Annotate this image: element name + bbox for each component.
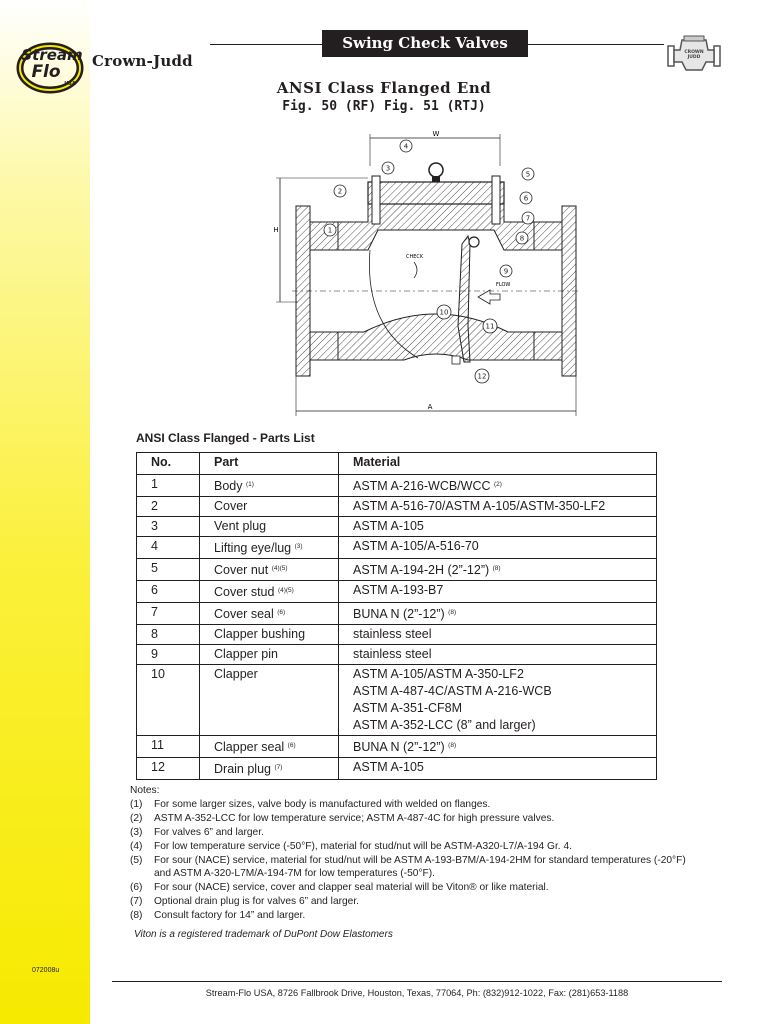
flow-label: FLOW [496, 282, 511, 288]
note-item [130, 840, 730, 854]
material-text: ASTM A-105 [353, 519, 424, 533]
cell-material [339, 758, 657, 780]
cell-no: 3 [137, 517, 200, 537]
cell-no: 9 [137, 645, 200, 665]
cell-material [339, 645, 657, 665]
cell-part [200, 497, 339, 517]
note-item [130, 798, 730, 812]
cell-part [200, 645, 339, 665]
material-footnote-ref: (8) [448, 609, 457, 616]
callout-3: 3 [385, 164, 391, 173]
material-footnote-ref: (8) [448, 742, 457, 749]
material-text: ASTM A-487-4C/ASTM A-216-WCB [353, 684, 552, 698]
material-line [353, 717, 656, 734]
cell-material [339, 581, 657, 603]
callout-4: 4 [403, 142, 409, 151]
cell-material [339, 559, 657, 581]
cell-part [200, 736, 339, 758]
cell-material [339, 475, 657, 497]
material-footnote-ref: (8) [492, 565, 501, 572]
check-label: CHECK [406, 254, 424, 260]
part-footnote-ref: (4)(5) [277, 587, 294, 594]
part-name: Vent plug [214, 519, 267, 533]
material-line [353, 646, 656, 663]
note-item [130, 854, 730, 868]
note-number: (4) [130, 840, 143, 852]
page-title: Swing Check Valves [322, 30, 528, 57]
cell-part [200, 758, 339, 780]
part-footnote-ref: (6) [287, 742, 296, 749]
table-row [137, 758, 657, 780]
table-row [137, 665, 657, 736]
cell-material [339, 497, 657, 517]
part-footnote-ref: (6) [277, 609, 286, 616]
cell-no: 7 [137, 603, 200, 625]
part-name: Cover stud [214, 585, 275, 599]
material-text: BUNA N (2”-12”) [353, 740, 445, 754]
cell-no: 2 [137, 497, 200, 517]
note-number: (1) [130, 798, 143, 810]
table-row [137, 625, 657, 645]
note-item [130, 812, 730, 826]
notes-title: Notes: [130, 785, 160, 796]
note-item [130, 909, 730, 923]
part-name: Drain plug [214, 762, 271, 776]
cell-material [339, 665, 657, 736]
notes-list [130, 798, 730, 923]
note-number: (7) [130, 896, 143, 908]
notes-section [130, 784, 730, 923]
cell-material [339, 517, 657, 537]
part-footnote-ref: (1) [245, 481, 254, 488]
material-line [353, 538, 656, 555]
material-line [353, 737, 656, 756]
cell-part [200, 537, 339, 559]
valve-icon [666, 32, 722, 76]
part-name: Clapper seal [214, 740, 285, 754]
material-line [353, 759, 656, 776]
part-name: Body [214, 479, 243, 493]
logo-usa: USA [64, 81, 76, 87]
cell-no: 8 [137, 625, 200, 645]
note-item [130, 881, 730, 895]
dim-h-label: H [273, 226, 279, 234]
material-text: ASTM A-194-2H (2”-12”) [353, 563, 490, 577]
parts-list-title: ANSI Class Flanged - Parts List [136, 431, 315, 445]
cell-part [200, 517, 339, 537]
material-text: ASTM A-105/A-516-70 [353, 539, 479, 553]
footer-rule [112, 981, 722, 982]
callout-10: 10 [439, 308, 449, 317]
note-text: ASTM A-352-LCC for low temperature service; ASTM A-487-4C for high pressure valves. [154, 812, 555, 824]
parts-table [136, 452, 657, 780]
material-text: ASTM A-105/ASTM A-350-LF2 [353, 667, 524, 681]
note-text: and ASTM A-320-L7M/A-194-7M for low temperatures (-50°F). [154, 868, 435, 880]
part-name: Clapper bushing [214, 627, 306, 641]
note-number: (6) [130, 882, 143, 894]
valve-icon-text-2: JUDD [687, 55, 701, 60]
material-line [353, 683, 656, 700]
part-name: Cover [214, 499, 248, 513]
material-line [353, 518, 656, 535]
document-number: 072008u [32, 967, 60, 974]
material-line [353, 498, 656, 515]
material-text: ASTM A-352-LCC (8” and larger) [353, 718, 536, 732]
note-number: (2) [130, 812, 143, 824]
section-heading: ANSI Class Flanged End [276, 79, 492, 97]
table-row [137, 497, 657, 517]
cell-material [339, 736, 657, 758]
logo-line1: Stream [21, 46, 83, 64]
note-number: (5) [130, 854, 143, 866]
dim-w-label: W [432, 130, 440, 138]
table-row [137, 559, 657, 581]
material-line [353, 476, 656, 495]
part-name: Cover seal [214, 607, 274, 621]
note-text: Optional drain plug is for valves 6” and larger. [154, 896, 359, 908]
dim-a-label: A [427, 403, 433, 411]
note-text: For some larger sizes, valve body is manufactured with welded on flanges. [154, 798, 491, 810]
material-text: ASTM A-193-B7 [353, 583, 444, 597]
cell-part [200, 625, 339, 645]
material-line [353, 666, 656, 683]
material-line [353, 700, 656, 717]
table-row [137, 736, 657, 758]
cell-part [200, 475, 339, 497]
note-text: For low temperature service (-50°F), material for stud/nut will be ASTM-A320-L7/A-194 Gr. 4. [154, 840, 572, 852]
material-text: ASTM A-351-CF8M [353, 701, 463, 715]
callout-5: 5 [525, 170, 531, 179]
callout-7: 7 [525, 214, 531, 223]
note-text: For sour (NACE) service, cover and clapper seal material will be Viton® or like material. [154, 882, 549, 894]
callout-9: 9 [503, 267, 509, 276]
cell-no: 10 [137, 665, 200, 736]
material-text: BUNA N (2”-12”) [353, 607, 445, 621]
material-text: ASTM A-516-70/ASTM A-105/ASTM-350-LF2 [353, 499, 606, 513]
material-text: stainless steel [353, 627, 432, 641]
table-row [137, 537, 657, 559]
column-header-material: Material [339, 453, 657, 475]
header-rule-right [528, 44, 664, 45]
note-item [130, 867, 730, 881]
note-text: For sour (NACE) service, material for stud/nut will be ASTM A-193-B7M/A-194-2HM for standard temperatures (-20°F) [154, 854, 686, 866]
cell-no: 1 [137, 475, 200, 497]
trademark-note: Viton is a registered trademark of DuPont Dow Elastomers [134, 929, 393, 940]
section-subheading: Fig. 50 (RF) Fig. 51 (RTJ) [282, 99, 486, 114]
part-footnote-ref: (3) [294, 543, 303, 550]
part-name: Clapper pin [214, 647, 278, 661]
material-text: ASTM A-216-WCB/WCC [353, 479, 491, 493]
note-number [130, 867, 154, 881]
cell-no: 6 [137, 581, 200, 603]
footer-address: Stream-Flo USA, 8726 Fallbrook Drive, Houston, Texas, 77064, Ph: (832)912-1022, Fax: (281)653-1188 [205, 988, 629, 998]
note-item [130, 826, 730, 840]
table-row [137, 517, 657, 537]
part-name: Cover nut [214, 563, 269, 577]
cell-part [200, 581, 339, 603]
parts-table-body [137, 475, 657, 780]
part-name: Clapper [214, 667, 258, 681]
yellow-side-bar [0, 0, 90, 1024]
cell-part [200, 665, 339, 736]
cell-material [339, 603, 657, 625]
callout-11: 11 [485, 322, 495, 331]
table-row [137, 581, 657, 603]
cell-no: 4 [137, 537, 200, 559]
note-number: (3) [130, 826, 143, 838]
note-number: (8) [130, 910, 143, 922]
material-footnote-ref: (2) [494, 481, 502, 488]
material-line [353, 626, 656, 643]
note-item [130, 895, 730, 909]
valve-cross-section-drawing [268, 126, 588, 421]
cell-material [339, 625, 657, 645]
valve-icon-text-1: CROWN [684, 50, 704, 55]
callout-12: 12 [477, 372, 487, 381]
callout-1: 1 [327, 226, 333, 235]
logo-line2: Flo [31, 62, 61, 82]
material-line [353, 582, 656, 599]
table-row [137, 603, 657, 625]
material-text: stainless steel [353, 647, 432, 661]
material-text: ASTM A-105 [353, 760, 424, 774]
callout-8: 8 [519, 234, 525, 243]
column-header-no: No. [137, 453, 200, 475]
table-row [137, 645, 657, 665]
callout-2: 2 [337, 187, 343, 196]
note-text: For valves 6” and larger. [154, 826, 264, 838]
column-header-part: Part [200, 453, 339, 475]
callout-6: 6 [523, 194, 529, 203]
cell-no: 11 [137, 736, 200, 758]
cell-material [339, 537, 657, 559]
note-text: Consult factory for 14” and larger. [154, 910, 306, 922]
table-header-row [137, 453, 657, 475]
material-line [353, 604, 656, 623]
cell-part [200, 559, 339, 581]
table-row [137, 475, 657, 497]
material-line [353, 560, 656, 579]
cell-no: 12 [137, 758, 200, 780]
part-footnote-ref: (4)(5) [271, 565, 288, 572]
brand-name: Crown-Judd [92, 52, 193, 70]
cell-no: 5 [137, 559, 200, 581]
header-rule-left [210, 44, 322, 45]
part-footnote-ref: (7) [274, 764, 283, 771]
cell-part [200, 603, 339, 625]
part-name: Lifting eye/lug [214, 541, 292, 555]
